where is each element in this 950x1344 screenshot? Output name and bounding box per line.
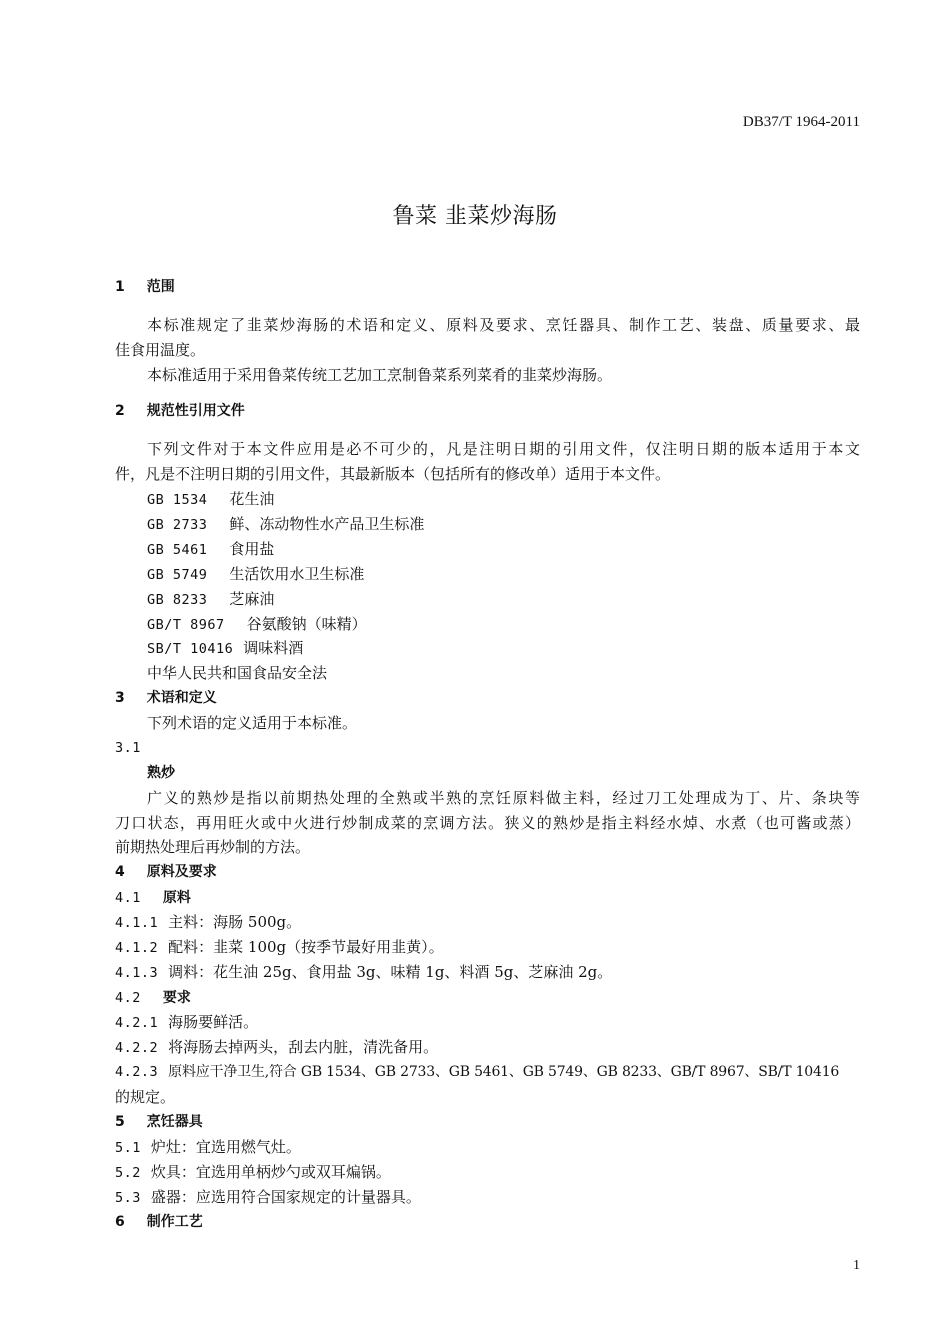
clause-text: 原料应干净卫生,符合 GB 1534、GB 2733、GB 5461、GB 5749、GB 8233、GB/T 8967、SB/T 10416 (168, 1064, 840, 1080)
paragraph: 前期热处理后再炒制的方法。 (115, 838, 311, 856)
subsection-number: 4.2 (115, 990, 141, 1006)
clause-item (115, 1036, 860, 1059)
reference-code: GB 2733 (147, 517, 208, 533)
paragraph: 本标准适用于采用鲁菜传统工艺加工烹制鲁菜系列菜肴的韭菜炒海肠。 (147, 366, 613, 384)
reference-item (147, 613, 860, 636)
clause-item (115, 1161, 860, 1184)
clause-number: 5.1 (115, 1140, 141, 1156)
clause-text: 主料：海肠 500g。 (168, 913, 302, 931)
reference-name: 鲜、冻动物性水产品卫生标准 (229, 515, 425, 533)
paragraph: 件，凡是不注明日期的引用文件，其最新版本（包括所有的修改单）适用于本文件。 (115, 465, 671, 483)
clause-item (115, 936, 860, 959)
reference-item (147, 538, 860, 561)
subsection-number: 4.1 (115, 890, 141, 906)
clause-number: 4.2.3 (115, 1064, 159, 1080)
clause-text: 盛器：应选用符合国家规定的计量器具。 (150, 1188, 421, 1206)
section-title: 烹饪器具 (146, 1114, 203, 1130)
paragraph: 刀口状态，再用旺火或中火进行炒制成菜的烹调方法。狭义的熟炒是指主料经水焯、水煮（也可酱或蒸） (115, 814, 860, 832)
section-number: 3 (115, 690, 125, 706)
reference-name: 芝麻油 (229, 590, 275, 608)
reference-item (147, 637, 860, 660)
section-title: 原料及要求 (146, 864, 217, 880)
section-4-heading (115, 861, 860, 883)
clause-text: 炉灶：宜选用燃气灶。 (150, 1138, 301, 1156)
paragraph: 本标准规定了韭菜炒海肠的术语和定义、原料及要求、烹饪器具、制作工艺、装盘、质量要求、最 (147, 316, 860, 334)
section-3-heading (115, 687, 860, 709)
reference-code: GB 5461 (147, 542, 208, 558)
reference-name: 调味料酒 (243, 639, 304, 657)
paragraph: 下列术语的定义适用于本标准。 (147, 714, 358, 732)
section-title: 规范性引用文件 (146, 403, 245, 419)
section-title: 制作工艺 (146, 1214, 203, 1230)
reference-name: 谷氨酸钠（味精） (246, 615, 367, 633)
document-code: DB37/T 1964-2011 (742, 114, 860, 130)
term-name: 熟炒 (147, 765, 175, 781)
reference-item (147, 588, 860, 611)
clause-item (115, 961, 860, 984)
section-number: 5 (115, 1114, 125, 1130)
paragraph: 下列文件对于本文件应用是必不可少的，凡是注明日期的引用文件，仅注明日期的版本适用于本文 (147, 440, 860, 458)
subsection-heading (115, 886, 860, 909)
reference-code: GB 1534 (147, 492, 208, 508)
section-6-heading (115, 1211, 860, 1233)
clause-item (115, 1136, 860, 1159)
section-number: 2 (115, 403, 125, 419)
section-5-heading (115, 1111, 860, 1133)
subsection-number: 3.1 (115, 740, 141, 756)
subsection-title: 要求 (162, 990, 191, 1006)
reference-item (147, 563, 860, 586)
subsection-heading (115, 986, 860, 1009)
page-title: 鲁菜 韭菜炒海肠 (392, 204, 558, 229)
reference-code: GB 5749 (147, 567, 208, 583)
paragraph: 的规定。 (115, 1088, 176, 1106)
clause-text: 将海肠去掉两头，刮去内脏，清洗备用。 (168, 1038, 439, 1056)
subsection-title: 原料 (162, 890, 191, 906)
reference-law: 中华人民共和国食品安全法 (147, 664, 328, 682)
paragraph: 广义的熟炒是指以前期热处理的全熟或半熟的烹饪原料做主料，经过刀工处理成为丁、片、条块等 (147, 789, 860, 807)
section-2-heading (115, 400, 860, 422)
reference-code: GB 8233 (147, 592, 208, 608)
clause-number: 4.2.2 (115, 1040, 159, 1056)
reference-item (147, 513, 860, 536)
page-number: 1 (853, 1258, 860, 1273)
clause-item (115, 1186, 860, 1209)
clause-number: 4.1.2 (115, 940, 159, 956)
section-1-heading (115, 276, 860, 298)
reference-item (147, 488, 860, 511)
clause-number: 4.2.1 (115, 1015, 159, 1031)
reference-name: 食用盐 (229, 540, 275, 558)
paragraph: 佳食用温度。 (115, 341, 206, 359)
clause-item (115, 1061, 860, 1083)
clause-text: 配料：韭菜 100g（按季节最好用韭黄）。 (168, 938, 444, 956)
clause-item (115, 1011, 860, 1034)
clause-text: 海肠要鲜活。 (168, 1013, 259, 1031)
reference-code: SB/T 10416 (147, 641, 234, 657)
clause-item (115, 911, 860, 934)
clause-number: 5.3 (115, 1190, 141, 1206)
clause-text: 调料：花生油 25g、食用盐 3g、味精 1g、料酒 5g、芝麻油 2g。 (168, 963, 613, 981)
clause-number: 4.1.1 (115, 915, 159, 931)
section-number: 4 (115, 864, 125, 880)
section-title: 范围 (146, 279, 175, 295)
reference-code: GB/T 8967 (147, 617, 225, 633)
reference-name: 生活饮用水卫生标准 (229, 565, 365, 583)
section-title: 术语和定义 (146, 690, 217, 706)
section-number: 6 (115, 1214, 125, 1230)
clause-number: 4.1.3 (115, 965, 159, 981)
clause-number: 5.2 (115, 1165, 141, 1181)
section-number: 1 (115, 279, 125, 295)
reference-name: 花生油 (229, 490, 275, 508)
clause-text: 炊具：宜选用单柄炒勺或双耳煸锅。 (150, 1163, 391, 1181)
